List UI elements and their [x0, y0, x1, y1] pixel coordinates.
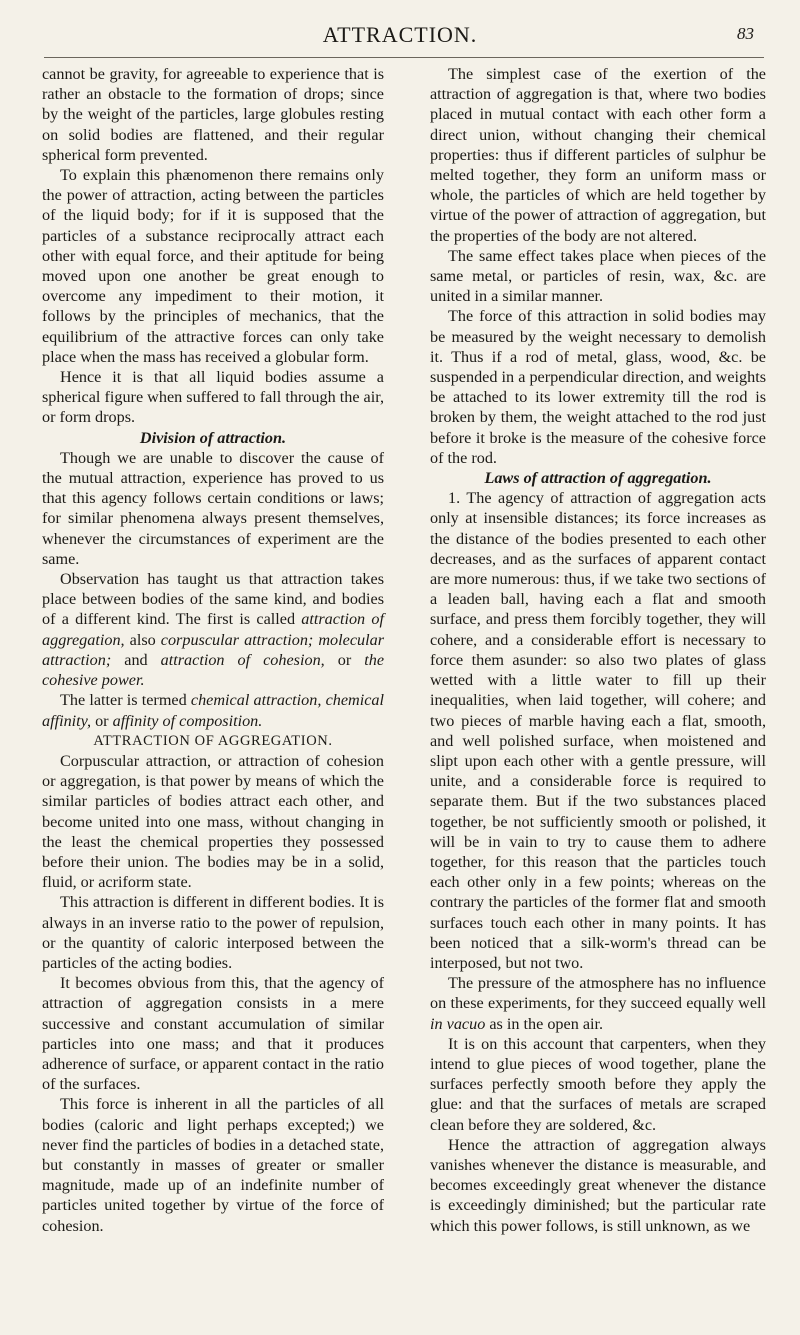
paragraph [42, 690, 384, 730]
text-run: as in the open air. [485, 1014, 604, 1033]
paragraph: To explain this phænomenon there remains only the power of attraction, acting between the particles of the liquid body; for if it is supposed that the particles of a substance reciprocally attract each other with equal force, and their aptitude for being moved upon one another be great enough to overcome any impediment to their motion, it follows by the principles of mechanics, that the equilibrium of the attractive forces can only take place when the mass has received a globular form. [42, 166, 384, 366]
paragraph: The same effect takes place when pieces of the same metal, or particles of resin, wax, &c. are united in a similar manner. [430, 246, 766, 306]
text-run: or [91, 711, 113, 730]
paragraph: cannot be gravity, for agreeable to experience that is rather an obstacle to the formation of drops; since by the weight of the particles, large globules resting on solid bodies are flattened, and their regular spherical form prevented. [42, 65, 384, 164]
paragraph: Hence the attraction of aggregation always vanishes whenever the distance is measurable, and becomes exceedingly great whenever the distance is exceedingly diminished; but the particular rate which this power follows, is still unknown, as we [430, 1135, 766, 1235]
section-heading-laws: Laws of attraction of aggregation. [484, 469, 712, 488]
text-run: or [324, 650, 365, 669]
text-run: and [111, 650, 161, 669]
paragraph [42, 569, 384, 690]
text-run: Observation has taught us that attraction takes place between bodies of the same kind, and bodies of a different kind. The first is called [42, 570, 384, 629]
paragraph: Hence it is that all liquid bodies assume a spherical figure when suffered to fall through the air, or form drops. [42, 368, 385, 427]
term-emphasis: attraction of aggregation, [42, 610, 384, 649]
term-emphasis: corpuscular attraction; molecular attraction; [42, 630, 384, 669]
paragraph: This force is inherent in all the particles of all bodies (caloric and light perhaps excepted;) we never find the particles of bodies in a detached state, but constantly in masses of greater or smaller magnitude, made up of an indefinite number of particles united together by virtue of the force of cohesion. [42, 1095, 384, 1235]
paragraph: It is on this account that carpenters, when they intend to glue pieces of wood together, plane the surfaces perfectly smooth before they apply the glue: and that the surfaces of metals are scraped clean before they are soldered, &c. [430, 1034, 766, 1134]
paragraph: The simplest case of the exertion of the attraction of aggregation is that, where two bodies placed in mutual contact with each other form a direct union, without changing their chemical properties: thus if different particles of sulphur be melted together, they form an uniform mass or whole, the particles of which are held together by virtue of the power of attraction of aggregation, but the properties of the body are not altered. [430, 65, 766, 245]
header-rule [44, 57, 764, 58]
text-run: The pressure of the atmosphere has no influence on these experiments, for they succeed equally well [430, 974, 766, 1013]
running-head [0, 22, 800, 52]
paragraph: Though we are unable to discover the cause of the mutual attraction, experience has proved to us that this agency follows certain conditions or laws; for similar phenomena always present themselves, whenever the circumstances of experiment are the same. [42, 448, 384, 568]
left-column [42, 64, 384, 1236]
paragraph [430, 973, 766, 1034]
paragraph: It becomes obvious from this, that the agency of attraction of aggregation consists in a mere successive and constant accumulation of similar particles into one mass; and that it produces adherence of surface, or apparent contact in the ratio of the surfaces. [42, 974, 384, 1094]
page-number: 83 [737, 24, 754, 43]
paragraph: Corpuscular attraction, or attraction of cohesion or aggregation, is that power by means of which the similar particles of bodies attract each other, and become united into one mass, without changing in the least the chemical properties they possessed before their union. The bodies may be in a solid, fluid, or acriform state. [42, 751, 384, 892]
text-run: also [124, 630, 161, 649]
term-emphasis: chemical attraction, chemical affinity, [42, 691, 384, 730]
right-column [430, 64, 766, 1236]
paragraph: 1. The agency of attraction of aggregation acts only at insensible distances; its force increases as the distance of the bodies presented to each other decreases, and as the surfaces of apparent contact are more numerous: thus, if we take two sections of a leaden ball, having each a flat and smooth surface, and press them forcibly together, they will cohere, and a considerable effort is necessary to force them asunder: so also two plates of glass wetted with a little water to fill up their inequalities, when laid together, will cohere; and two pieces of marble having each a flat, smooth, and well polished surface, when moistened and slipt upon each other with a gentle pressure, will unite, and a considerable force is required to separate them. But if the two substances placed together, be not sufficiently smooth or polished, it will be in vain to try to cause them to adhere together, for this reason that the particles touch each other only in a few points; whereas on the contrary the particles of the former flat and smooth surfaces touch each other in many points. It has been noticed that a silk-worm's thread can be interposed, but not two. [430, 489, 766, 972]
section-heading-aggregation: ATTRACTION OF AGGREGATION. [93, 732, 333, 749]
term-emphasis: affinity of composition. [112, 711, 263, 730]
term-emphasis: attraction of cohesion, [160, 650, 325, 669]
paragraph: This attraction is different in different bodies. It is always in an inverse ratio to the power of repulsion, or the quantity of caloric interposed between the particles of the acting bodies. [42, 893, 384, 972]
section-heading-division: Division of attraction. [139, 428, 287, 447]
paragraph: The force of this attraction in solid bodies may be measured by the weight necessary to demolish it. Thus if a rod of metal, glass, wood, &c. be suspended in a perpendicular direction, and weights be attached to its lower extremity till the rod is broken by them, the weight attached to the rod just before it broke is the measure of the cohesive force of the rod. [430, 307, 766, 467]
running-title: ATTRACTION. [322, 22, 478, 47]
term-emphasis: in vacuo [430, 1014, 486, 1033]
term-emphasis: the cohesive power. [42, 650, 385, 690]
text-run: The latter is termed [60, 691, 191, 710]
